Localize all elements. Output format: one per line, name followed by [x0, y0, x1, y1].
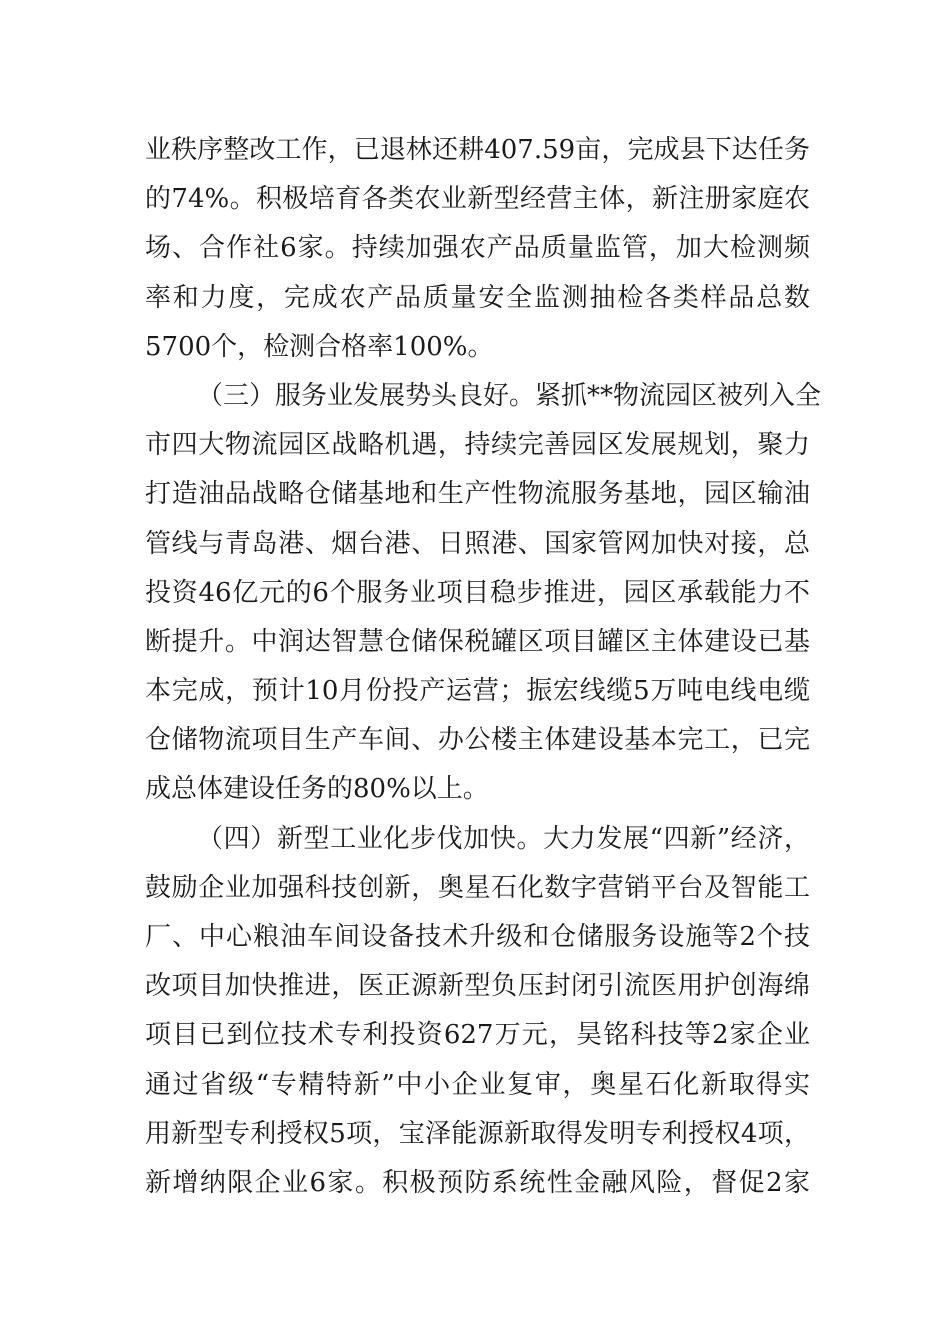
section-heading-line: （四）新型工业化步伐加快。大力发展“四新”经济，: [197, 823, 810, 854]
text-line: 断提升。中润达智慧仓储保税罐区项目罐区主体建设已基: [145, 626, 810, 657]
text-line: 市四大物流园区战略机遇，持续完善园区发展规划，聚力: [145, 430, 810, 461]
text-line: 场、合作社6家。持续加强农产品质量监管，加大检测频: [145, 233, 810, 264]
text-line: 成总体建设任务的80%以上。: [145, 774, 489, 805]
text-line: 改项目加快推进，医正源新型负压封闭引流医用护创海绵: [145, 971, 810, 1002]
text-line: 通过省级“专精特新”中小企业复审，奥星石化新取得实: [145, 1069, 810, 1100]
paragraph-agriculture: [145, 126, 810, 372]
text-line: 新增纳限企业6家。积极预防系统性金融风险，督促2家: [145, 1167, 810, 1198]
text-line: 的74%。积极培育各类农业新型经营主体，新注册家庭农: [145, 184, 810, 215]
text-line: 项目已到位技术专利投资627万元，昊铭科技等2家企业: [145, 1020, 810, 1051]
text-line: 打造油品战略仓储基地和生产性物流服务基地，园区输油: [145, 479, 810, 510]
text-line: 本完成，预计10月份投产运营；振宏线缆5万吨电线电缆: [145, 676, 810, 707]
paragraph-industrialization: [145, 815, 810, 1209]
section-heading-line: （三）服务业发展势头良好。紧抓**物流园区被列入全: [197, 380, 822, 411]
text-line: 用新型专利授权5项，宝泽能源新取得发明专利授权4项，: [145, 1118, 810, 1149]
paragraph-service-industry: [145, 372, 822, 815]
text-line: 业秩序整改工作，已退林还耕407.59亩，完成县下达任务: [145, 135, 810, 165]
text-line: 仓储物流项目生产车间、办公楼主体建设基本完工，已完: [145, 725, 810, 756]
text-line: 率和力度，完成农产品质量安全监测抽检各类样品总数: [145, 282, 810, 313]
document-body: [145, 126, 822, 1208]
text-line: 厂、中心粮油车间设备技术升级和仓储服务设施等2个技: [145, 922, 810, 952]
text-line: 投资46亿元的6个服务业项目稳步推进，园区承载能力不: [145, 577, 810, 608]
text-line: 鼓励企业加强科技创新，奥星石化数字营销平台及智能工: [145, 872, 810, 903]
text-line: 管线与青岛港、烟台港、日照港、国家管网加快对接，总: [145, 528, 810, 559]
text-line: 5700个，检测合格率100%。: [145, 331, 494, 362]
